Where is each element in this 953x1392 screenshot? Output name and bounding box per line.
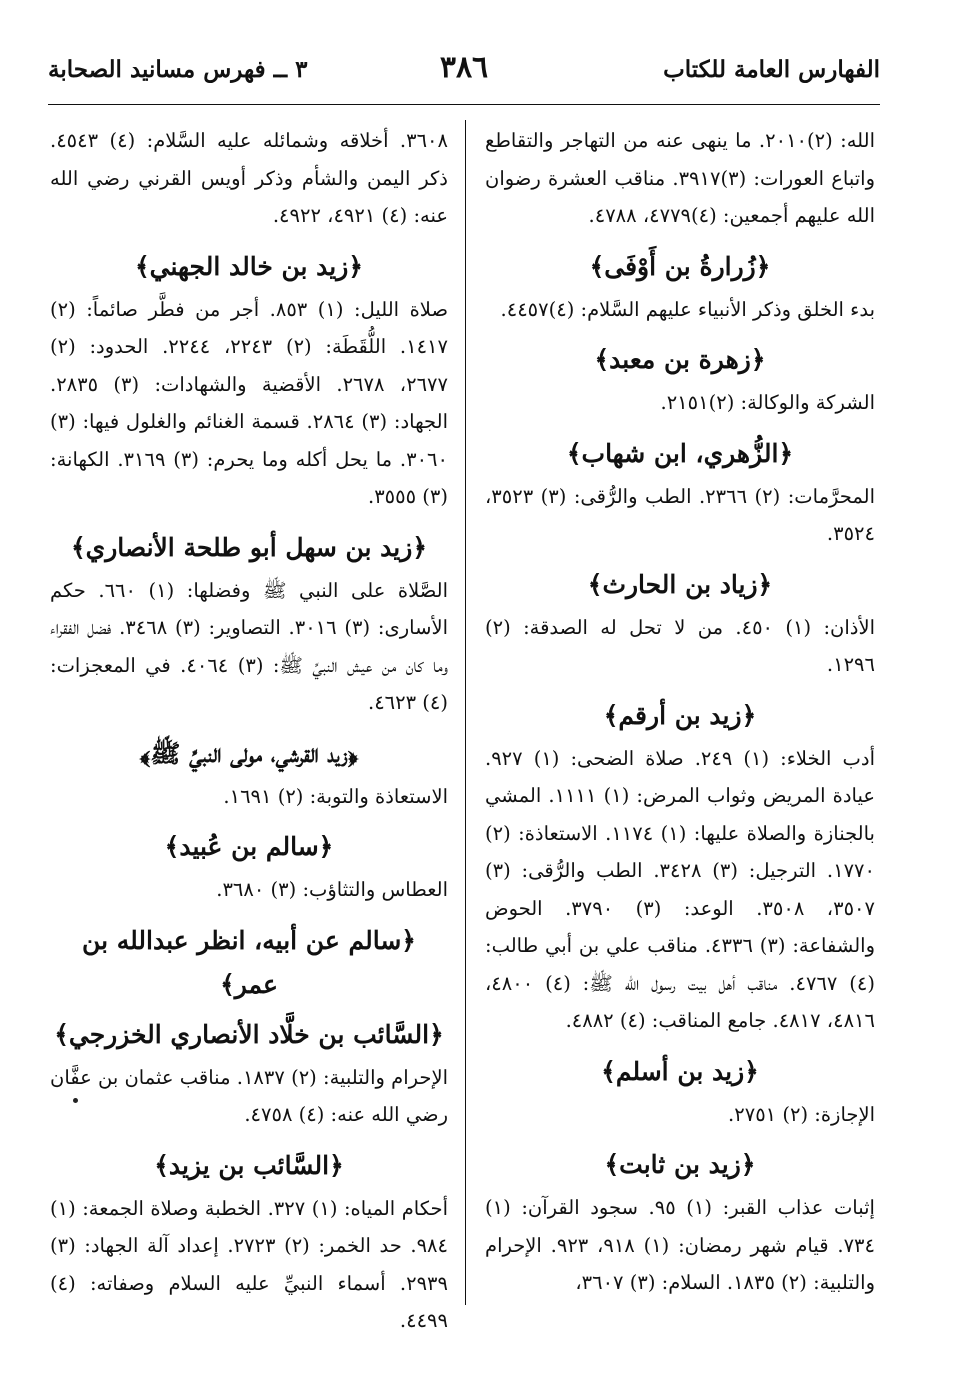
ornate-bracket-close: ﴾ (139, 738, 151, 768)
index-entry-text: إثبات عذاب القبر: (١) ٩٥. سجود القرآن: (١) ٧٣٤. قيام شهر رمضان: (١) ٩١٨، ٩٢٣. الإحرام والتلبية: (٢) ١٨٣٥. السلام: (٣) ٣٦٠٧، (485, 1196, 875, 1294)
index-entry-text: بدء الخلق وذكر الأنبياء عليهم السَّلام: (٤)٤٤٥٧. (500, 297, 875, 321)
narrator-heading (485, 1050, 875, 1094)
page-number: ٣٨٦ (439, 50, 489, 85)
ornate-bracket-close: ﴾ (220, 969, 235, 999)
index-entry-text: ٣٦٠٨. أخلاقه وشمائله عليه السَّلام: (٤) ٤٥٤٣. ذكر اليمن والشأم وذكر أويس القرني رضي الله عنه: (٤) ٤٩٢١، ٤٩٢٢. (50, 129, 448, 227)
narrator-heading (50, 919, 448, 1007)
ornate-bracket-open: ﴿ (740, 1150, 756, 1179)
index-entry-text: الأذان: (١) ٤٥٠. من لا تحل له الصدقة: (٢) ١٢٩٦. (485, 615, 875, 676)
ornate-bracket-close: ﴾ (601, 1056, 616, 1086)
index-entry-text: الإحرام والتلبية: (٢) ١٨٣٧. مناقب عثمان بن عفَّان رضي الله عنه: (٤) ٤٧٥٨. (50, 1065, 448, 1126)
narrator-name: زيد بن خالد الجهني (149, 251, 349, 281)
index-entry-text: أحكام المياه: (١) ٣٢٧. الخطبة وصلاة الجمعة: (١) ٩٨٤. حد الخمر: (٢) ٢٧٢٣. إعداد آلة الجهاد: (٣) ٢٩٣٩. أسماء النبيِّ عليه السلام وصفاته: (٤) ٤٤٩٩. (50, 1196, 448, 1332)
narrator-name: السَّائب بن يزيد (168, 1150, 330, 1180)
narrator-heading (485, 245, 875, 289)
narrator-name: سالم عن أبيه، انظر عبدالله بن عمر (82, 925, 402, 999)
index-entry-text: الإجازة: (٢) ٢٧٥١. (728, 1102, 875, 1126)
ornate-bracket-open: ﴿ (329, 1150, 344, 1180)
ornate-bracket-close: ﴾ (135, 251, 150, 281)
narrator-name: سالم بن عُبيد (179, 832, 319, 861)
narrator-heading (485, 1143, 875, 1187)
ornate-bracket-close: ﴾ (70, 532, 86, 562)
narrator-heading (485, 432, 875, 476)
column-divider (465, 120, 466, 1305)
left-column (50, 122, 448, 1340)
ornate-bracket-open: ﴿ (757, 569, 773, 599)
ink-speck (73, 1098, 78, 1103)
ornate-bracket-close: ﴾ (587, 569, 603, 599)
index-entry-text: الشركة والوكالة: (٢)٢١٥١. (660, 391, 875, 414)
narrator-name: زياد بن الحارث (602, 569, 758, 599)
index-entry-text: صلاة الليل: (١) ٨٥٣. أجر من فطَّر صائماً: (٢) ١٤١٧. اللُّقَطَة: (٢) ٢٢٤٣، ٢٢٤٤. الحدود: (٢) ٢٦٧٧، ٢٦٧٨. الأقضية والشهادات: (٣) ٢٨٣٥. الجهاد: (٣) ٢٨٦٤. قسمة الغنائم والغلول فيها: (٣) ٣٠٦٠. ما يحل أكله وما يحرم: (٣) ٣١٦٩. الكهانة: (٣) ٣٥٥٥. (50, 297, 449, 508)
index-entry-text: الاستعاذة والتوبة: (٢) ١٦٩١. (223, 784, 448, 808)
ornate-bracket-open: ﴿ (348, 251, 363, 281)
ornate-bracket-open: ﴿ (778, 438, 794, 468)
narrator-heading (50, 1144, 448, 1188)
ornate-bracket-open: ﴿ (741, 700, 757, 730)
ornate-bracket-open: ﴿ (347, 738, 359, 768)
ornate-bracket-open: ﴿ (429, 1019, 444, 1049)
narrator-name: زيد بن أسلم (615, 1056, 745, 1086)
ornate-bracket-close: ﴾ (603, 700, 619, 730)
ornate-bracket-open: ﴿ (744, 1056, 759, 1086)
ornate-bracket-open: ﴿ (755, 251, 771, 281)
header-rule (48, 104, 880, 105)
narrator-name: زُرارةُ بن أَوْفَى (604, 251, 756, 281)
index-entry-text: أدب الخلاء: (١) ٢٤٩. صلاة الضحى: (١) ٩٢٧. عيادة المريض وثواب المرض: (١) ١١١١. المشي بالجنازة والصلاة عليها: (١) ١١٧٤. الاستعاذة: (٢) ١٧٧٠. الترجيل: (٣) ٣٤٢٨. الطب والرُّقى: (٣) ٣٥٠٧، ٣٥٠٨. الوعد: (٣) ٣٧٩٠. الحوض والشفاعة: (٣) ٤٣٣٦. مناقب علي بن أبي طالب: (٤) ٤٧٦٧. مناقب أهل بيت رسول الله ﷺ: (٤) ٤٨٠٠، ٤٨١٦، ٤٨١٧. جامع المناقب: (٤) ٤٨٨٢. (485, 746, 876, 1032)
narrator-heading (50, 732, 448, 776)
index-entry-text: الله: (٢)٢٠١٠. ما ينهى عنه من التهاجر والتقاطع واتباع العورات: (٣)٣٩١٧. مناقب العشرة رضوان الله عليهم أجمعين: (٤)٤٧٧٩، ٤٧٨٨. (485, 129, 875, 227)
right-column (485, 122, 875, 1302)
narrator-heading (50, 825, 448, 869)
narrator-heading (50, 1013, 448, 1057)
ornate-bracket-close: ﴾ (604, 1150, 620, 1179)
ornate-bracket-close: ﴾ (594, 345, 610, 374)
narrator-name: زيد القرشي، مولى النبيِّ ﷺ (150, 738, 348, 768)
ornate-bracket-close: ﴾ (54, 1019, 69, 1049)
ornate-bracket-close: ﴾ (164, 832, 180, 861)
ornate-bracket-open: ﴿ (412, 532, 427, 562)
narrator-name: زيد بن أرقم (618, 700, 742, 730)
ornate-bracket-open: ﴿ (750, 345, 766, 374)
narrator-heading (485, 338, 875, 382)
narrator-heading (50, 245, 448, 289)
running-title-left: ٣ ــ فهرس مسانيد الصحابة (48, 56, 308, 83)
running-title-right: الفهارس العامة للكتاب (663, 56, 880, 83)
ornate-bracket-open: ﴿ (318, 832, 334, 861)
ornate-bracket-close: ﴾ (154, 1150, 169, 1180)
narrator-heading (485, 563, 875, 607)
narrator-name: السَّائب بن خلَّاد الأنصاري الخزرجي (68, 1019, 430, 1049)
ornate-bracket-close: ﴾ (589, 251, 605, 281)
narrator-heading (485, 694, 875, 738)
narrator-name: زيد بن سهل أبو طلحة الأنصاري (85, 532, 413, 562)
index-entry-text: المحرَّمات: (٢) ٢٣٦٦. الطب والرُّقى: (٣) ٣٥٢٣، ٣٥٢٤. (485, 484, 875, 545)
narrator-name: الزُّهري، ابن شهاب (581, 438, 779, 468)
ornate-bracket-open: ﴿ (401, 925, 416, 955)
narrator-heading (50, 526, 448, 570)
index-entry-text: الصَّلاة على النبي ﷺ وفضلها: (١) ٦٦٠. حكم الأسارى: (٣) ٣٠١٦. التصاوير: (٣) ٣٤٦٨. فضل الفقراء وما كان من عيش النبيِّ ﷺ: (٣) ٤٠٦٤. في المعجزات: (٤) ٤٦٢٣. (50, 578, 449, 714)
index-entry-text: العطاس والتثاؤب: (٣) ٣٦٨٠. (216, 878, 448, 901)
narrator-name: زيد بن ثابت (619, 1150, 741, 1179)
page-header (48, 50, 880, 96)
ornate-bracket-close: ﴾ (566, 438, 582, 468)
narrator-name: زهرة بن معبد (609, 345, 751, 374)
